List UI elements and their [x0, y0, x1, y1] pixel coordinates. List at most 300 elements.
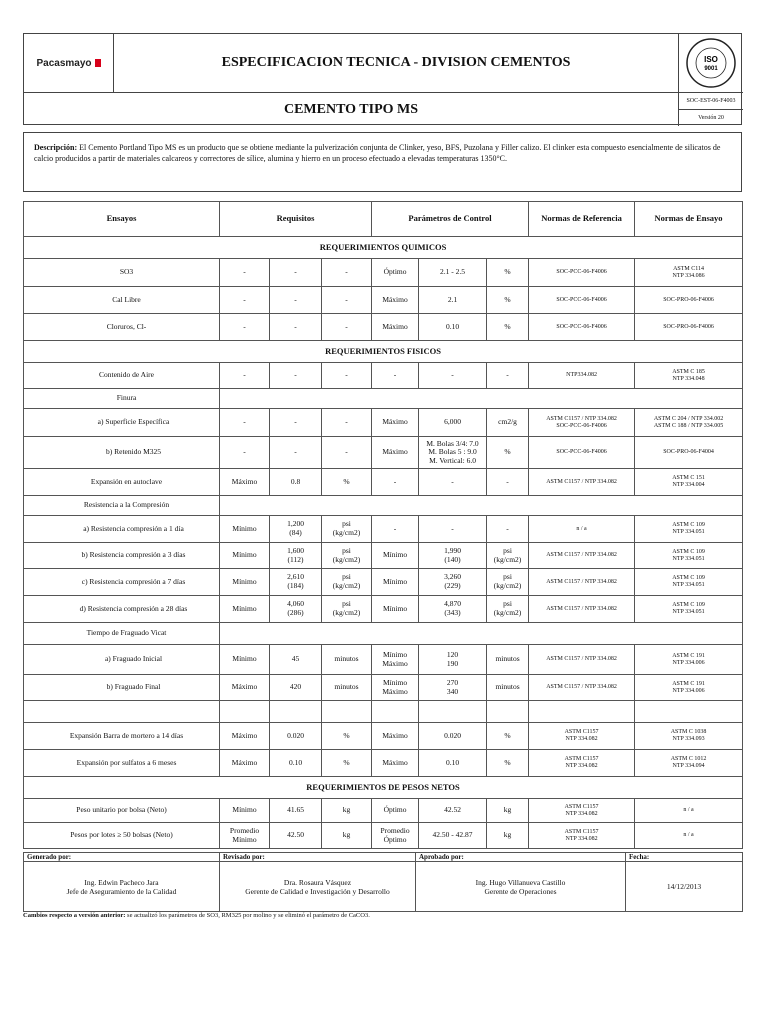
row-superficie-label: a) Superficie Específica: [24, 409, 220, 437]
cell: -: [487, 469, 529, 496]
cell: %: [487, 750, 529, 777]
cell-line: psi: [342, 599, 351, 609]
table-row: [24, 723, 743, 750]
fecha-value: 14/12/2013: [626, 862, 743, 912]
cell: Mínimo: [220, 569, 270, 596]
cell-line: NTP 334.051: [672, 555, 705, 562]
cell: minutos: [487, 645, 529, 675]
cell: %: [322, 723, 372, 750]
cell: 0.10: [419, 750, 487, 777]
cell: -: [372, 469, 419, 496]
cell: [270, 516, 322, 543]
cell-line: ASTM C1157: [564, 803, 599, 810]
cell-line: ASTM C 191: [672, 652, 705, 659]
cell: -: [322, 437, 372, 469]
cell: [529, 409, 635, 437]
cell: [270, 596, 322, 623]
cell: n / a: [635, 823, 743, 849]
table-row: [24, 409, 743, 437]
cell: -: [322, 409, 372, 437]
cell-line: (kg/cm2): [332, 581, 361, 590]
cell-line: Máximo: [382, 658, 408, 668]
cell-line: 120: [446, 649, 459, 659]
cell-line: NTP 334.082: [565, 810, 598, 817]
row-aire-label: Contenido de Aire: [24, 363, 220, 389]
cell: 42.52: [419, 799, 487, 823]
cell: [419, 701, 487, 723]
table-row: [24, 645, 743, 675]
cell: Mínimo: [220, 543, 270, 569]
cell: kg: [487, 823, 529, 849]
cell: 420: [270, 675, 322, 701]
table-row: [24, 389, 743, 409]
cell: kg: [487, 799, 529, 823]
cell: [635, 259, 743, 287]
col-header-normas-referencia: Normas de Referencia: [529, 202, 635, 237]
cell-line: ASTM C 109: [672, 602, 705, 609]
cell-line: psi: [342, 519, 351, 529]
iso-certification-seal: [679, 34, 743, 92]
cell-line: (343): [444, 608, 461, 617]
cell-line: ASTM C 1012: [670, 756, 707, 763]
cell-line: 1,200: [287, 519, 304, 529]
cell: [635, 569, 743, 596]
iso-seal-icon: [685, 37, 737, 89]
description-box: [23, 132, 742, 192]
cell: Máximo: [220, 750, 270, 777]
cell-line: 2,610: [287, 572, 304, 582]
cell: 0.8: [270, 469, 322, 496]
cell: -: [322, 259, 372, 287]
cell-line: 190: [446, 658, 459, 668]
cell: minutos: [322, 675, 372, 701]
changes-label: Cambios respecto a versión anterior:: [23, 912, 126, 919]
row-r1-label: a) Resistencia compresión a 1 día: [24, 516, 220, 543]
cell: Máximo: [220, 469, 270, 496]
cell: [487, 543, 529, 569]
cell: Máximo: [372, 437, 419, 469]
col-header-ensayos: Ensayos: [24, 202, 220, 237]
col-header-parametros: Parámetros de Control: [372, 202, 529, 237]
table-row: [24, 287, 743, 314]
cell: ASTM C1157 / NTP 334.082: [529, 569, 635, 596]
cell-line: M. Bolas 5 : 9.0: [428, 447, 477, 457]
fecha-label: Fecha:: [626, 853, 743, 862]
cell: 42.50: [270, 823, 322, 849]
cell: -: [220, 437, 270, 469]
cell: [635, 596, 743, 623]
cell: [220, 701, 270, 723]
cell: [372, 701, 419, 723]
table-row: [24, 675, 743, 701]
cell: ASTM C1157 / NTP 334.082: [529, 645, 635, 675]
cell-line: NTP 334.082: [565, 736, 598, 742]
cell-line: SOC-PCC-06-F4006: [556, 422, 607, 429]
cell: -: [322, 363, 372, 389]
changes-text: se actualizó los parámetros de SO3, RM325 por molino y se eliminó el parámetro de CaCO3.: [127, 912, 370, 919]
row-r3-label: b) Resistencia compresión a 3 días: [24, 543, 220, 569]
section-fisicos: REQUERIMIENTOS FISICOS: [24, 341, 743, 363]
cell-line: psi: [503, 599, 512, 609]
cell-line: (112): [287, 554, 304, 564]
cell-line: ASTM C1157: [564, 756, 599, 763]
cell-line: psi: [342, 545, 351, 555]
cell-line: (286): [287, 608, 304, 617]
cell: 41.65: [270, 799, 322, 823]
col-header-requisitos: Requisitos: [220, 202, 372, 237]
table-row: [24, 437, 743, 469]
row-autoclave-label: Expansión en autoclave: [24, 469, 220, 496]
cell: Mínimo: [372, 596, 419, 623]
cell: Máximo: [372, 409, 419, 437]
table-row: [24, 701, 743, 723]
cell: 0.10: [270, 750, 322, 777]
cell: -: [270, 437, 322, 469]
logo-mark-icon: [95, 59, 101, 67]
cell: [635, 701, 743, 723]
cell-line: NTP 334.006: [672, 687, 705, 694]
cell-line: Promedio: [380, 825, 410, 835]
cell-line: NTP 334.051: [672, 582, 705, 588]
cell: kg: [322, 823, 372, 849]
cell: -: [270, 287, 322, 314]
cell-line: NTP 334.051: [672, 609, 705, 615]
cell-line: psi: [342, 572, 351, 582]
cell-line: 4,870: [444, 599, 461, 609]
row-finura-label: Finura: [24, 389, 220, 409]
table-row: [24, 799, 743, 823]
generado-label: Generado por:: [24, 853, 220, 862]
cell-line: NTP 334.086: [672, 272, 705, 279]
cell: [635, 723, 743, 750]
table-row: [24, 469, 743, 496]
cell: [635, 409, 743, 437]
document-code: SOC-EST-06-F4003: [679, 92, 743, 109]
cell: Mínimo: [372, 569, 419, 596]
table-row: [24, 623, 743, 645]
cell: [322, 516, 372, 543]
cell-line: ASTM C 109: [672, 575, 705, 582]
table-row: [24, 750, 743, 777]
row-so3-label: SO3: [24, 259, 220, 287]
approval-table: [23, 852, 743, 912]
cell: -: [270, 409, 322, 437]
cell: Mínimo: [220, 645, 270, 675]
cell-line: Mínimo: [382, 677, 408, 687]
cell: [419, 596, 487, 623]
row-r7-label: c) Resistencia compresión a 7 días: [24, 569, 220, 596]
cell-line: ASTM C 109: [672, 548, 705, 555]
cell-line: ASTM C1157 / NTP 334.082: [546, 415, 617, 422]
document-title: ESPECIFICACION TECNICA - DIVISION CEMENTOS: [114, 34, 679, 92]
cell: [419, 645, 487, 675]
row-ff-label: b) Fraguado Final: [24, 675, 220, 701]
cell: 45: [270, 645, 322, 675]
row-cloruros-label: Cloruros, Cl-: [24, 314, 220, 341]
cell: minutos: [322, 645, 372, 675]
cell-line: Óptimo: [383, 834, 407, 844]
cell: n / a: [529, 516, 635, 543]
cell: [322, 569, 372, 596]
cell: Mínimo: [220, 596, 270, 623]
cell: %: [487, 437, 529, 469]
document-header: [23, 33, 742, 125]
cell: Óptimo: [372, 799, 419, 823]
cell: [322, 596, 372, 623]
row-peso-bolsa-label: Peso unitario por bolsa (Neto): [24, 799, 220, 823]
revisado-label: Revisado por:: [220, 853, 416, 862]
cell: -: [419, 363, 487, 389]
cell: [529, 701, 635, 723]
cell-line: NTP 334.006: [672, 659, 705, 666]
table-row: [24, 363, 743, 389]
cell: -: [372, 516, 419, 543]
cell: [419, 569, 487, 596]
section-pesos: REQUERIMIENTOS DE PESOS NETOS: [24, 777, 743, 799]
cell-line: (kg/cm2): [332, 554, 361, 564]
cell: Máximo: [220, 723, 270, 750]
cell: [220, 496, 743, 516]
col-header-normas-ensayo: Normas de Ensayo: [635, 202, 743, 237]
cell: NTP334.082: [529, 363, 635, 389]
document-version: Versión 20: [679, 109, 743, 126]
cell: [635, 675, 743, 701]
cell: %: [487, 723, 529, 750]
cell: [529, 823, 635, 849]
cell-line: M. Bolas 3/4: 7.0: [426, 438, 479, 448]
cell: Máximo: [372, 314, 419, 341]
cell: [487, 596, 529, 623]
changes-note: [23, 912, 370, 919]
generado-cell: [24, 862, 220, 912]
row-cal-label: Cal Libre: [24, 287, 220, 314]
cell: minutos: [487, 675, 529, 701]
row-retenido-label: b) Retenido M325: [24, 437, 220, 469]
revisado-cell: [220, 862, 416, 912]
cell: [419, 437, 487, 469]
cell: [220, 623, 743, 645]
cell-line: Mínimo: [382, 649, 408, 659]
table-row: [24, 823, 743, 849]
cell: Mínimo: [220, 799, 270, 823]
cell: [635, 750, 743, 777]
cell: 42.50 - 42.87: [419, 823, 487, 849]
logo-text: Pacasmayo: [36, 57, 92, 69]
cell: 6,000: [419, 409, 487, 437]
cell: -: [419, 516, 487, 543]
cell: [635, 543, 743, 569]
company-logo: [24, 34, 114, 92]
cell-line: psi: [503, 572, 512, 582]
cell-line: NTP 334.094: [672, 763, 705, 769]
cell: [529, 723, 635, 750]
cell: cm2/g: [487, 409, 529, 437]
cell-line: (140): [444, 554, 461, 564]
cell: -: [322, 287, 372, 314]
cell-line: ASTM C 185: [672, 368, 705, 375]
table-row: [24, 496, 743, 516]
table-row: [24, 569, 743, 596]
cell: [635, 363, 743, 389]
cell: [635, 469, 743, 496]
cell-line: M. Vertical: 6.0: [429, 455, 476, 465]
cell: -: [372, 363, 419, 389]
cell: %: [322, 469, 372, 496]
cell: Mínimo: [220, 516, 270, 543]
cell: [270, 569, 322, 596]
cell-line: ASTM C 109: [672, 522, 705, 529]
cell: [372, 675, 419, 701]
generado-name: Ing. Edwin Pacheco Jara: [84, 877, 159, 887]
revisado-name: Dra. Rosaura Vásquez: [283, 877, 352, 887]
cell: SOC-PCC-06-F4006: [529, 259, 635, 287]
cell: [220, 823, 270, 849]
row-fraguado-label: Tiempo de Fraguado Vicat: [24, 623, 220, 645]
cell: -: [270, 363, 322, 389]
cell: [419, 675, 487, 701]
cell: 0.020: [270, 723, 322, 750]
cell: [322, 701, 372, 723]
cell-line: (229): [444, 581, 461, 590]
iso-number-text: 9001: [704, 66, 718, 72]
row-fi-label: a) Fraguado Inicial: [24, 645, 220, 675]
cell-line: ASTM C 1038: [670, 729, 707, 736]
generado-role: Jefe de Aseguramiento de la Calidad: [66, 886, 177, 896]
table-row: [24, 543, 743, 569]
cell: Mínimo: [372, 543, 419, 569]
cell: [529, 750, 635, 777]
cell-line: Promedio: [229, 825, 260, 835]
table-row: [24, 259, 743, 287]
cell-line: ASTM C 204 / NTP 334.002: [653, 415, 724, 422]
cell: -: [419, 469, 487, 496]
cell-line: NTP 334.093: [672, 736, 705, 742]
cell: 2.1: [419, 287, 487, 314]
cell: ASTM C1157 / NTP 334.082: [529, 596, 635, 623]
cell-line: NTP 334.048: [672, 375, 705, 382]
cell-line: 4,060: [287, 599, 304, 609]
cell: [487, 701, 529, 723]
cell: ASTM C1157 / NTP 334.082: [529, 469, 635, 496]
cell: [270, 701, 322, 723]
table-row: [24, 516, 743, 543]
cell-line: ASTM C114: [673, 265, 705, 272]
cell: -: [487, 516, 529, 543]
cell-line: 340: [446, 686, 459, 696]
cell: Máximo: [372, 723, 419, 750]
cell: SOC-PRO-06-F4004: [635, 437, 743, 469]
cell: 0.020: [419, 723, 487, 750]
cell: 0.10: [419, 314, 487, 341]
iso-badge-text: ISO: [704, 55, 718, 64]
cell: SOC-PRO-06-F4006: [635, 314, 743, 341]
cell: [24, 701, 220, 723]
cell-line: 3,260: [444, 572, 461, 582]
section-quimicos: REQUERIMIENTOS QUIMICOS: [24, 237, 743, 259]
cell-line: (kg/cm2): [493, 608, 522, 617]
cell: SOC-PCC-06-F4006: [529, 287, 635, 314]
cell: -: [270, 314, 322, 341]
cell-line: Máximo: [382, 686, 408, 696]
cell: Máximo: [372, 750, 419, 777]
document-subtitle: CEMENTO TIPO MS: [24, 92, 679, 126]
cell: [529, 799, 635, 823]
cell-line: (84): [289, 528, 302, 537]
cell-line: (kg/cm2): [493, 554, 522, 564]
cell-line: (kg/cm2): [332, 608, 361, 617]
description-text: El Cemento Portland Tipo MS es un producto que se obtiene mediante la pulverización conjunta de Clinker, yeso, BFS, Puzolana y Filler calizo. El clinker esta compuesto esencialmente de silicatos de calcio producidos a partir de materiales calcareos y correctores de sílice, alumina y hierro en un proceso efectuado a elevadas temperaturas 1350°C.: [34, 143, 721, 163]
cell: ASTM C1157 / NTP 334.082: [529, 675, 635, 701]
cell-line: (kg/cm2): [493, 581, 522, 590]
cell: [635, 516, 743, 543]
cell: [270, 543, 322, 569]
aprobado-role: Gerente de Operaciones: [484, 886, 557, 896]
cell: -: [322, 314, 372, 341]
cell-line: ASTM C 191: [672, 680, 705, 687]
row-r28-label: d) Resistencia compresión a 28 días: [24, 596, 220, 623]
aprobado-cell: [416, 862, 626, 912]
cell: %: [322, 750, 372, 777]
row-sulfatos-label: Expansión por sulfatos a 6 meses: [24, 750, 220, 777]
cell-line: ASTM C1157: [564, 828, 599, 835]
row-barra-label: Expansión Barra de mortero a 14 días: [24, 723, 220, 750]
cell: Máximo: [220, 675, 270, 701]
revisado-role: Gerente de Calidad e Investigación y Desarrollo: [245, 886, 390, 896]
cell: %: [487, 314, 529, 341]
cell: [635, 645, 743, 675]
row-peso-lotes-label: Pesos por lotes ≥ 50 bolsas (Neto): [24, 823, 220, 849]
table-row: [24, 314, 743, 341]
cell: [487, 569, 529, 596]
cell-line: NTP 334.004: [672, 482, 705, 488]
cell-line: ASTM C1157: [564, 729, 599, 736]
cell: [419, 543, 487, 569]
specification-table: [23, 201, 743, 849]
cell-line: Mínimo: [232, 834, 257, 844]
cell: Máximo: [372, 287, 419, 314]
cell-line: psi: [503, 545, 512, 555]
cell: -: [220, 314, 270, 341]
cell: SOC-PRO-06-F4006: [635, 287, 743, 314]
cell-line: (kg/cm2): [332, 528, 361, 537]
cell-line: ASTM C 188 / NTP 334.005: [653, 422, 724, 429]
cell: -: [487, 363, 529, 389]
cell: -: [270, 259, 322, 287]
cell: SOC-PCC-06-F4006: [529, 437, 635, 469]
cell: 2.1 - 2.5: [419, 259, 487, 287]
cell: [372, 823, 419, 849]
cell: %: [487, 287, 529, 314]
cell: -: [220, 363, 270, 389]
cell: kg: [322, 799, 372, 823]
cell: ASTM C1157 / NTP 334.082: [529, 543, 635, 569]
cell: [322, 543, 372, 569]
cell-line: ASTM C 151: [672, 475, 705, 482]
cell-line: 270: [446, 677, 459, 687]
cell: n / a: [635, 799, 743, 823]
description-label: Descripción:: [34, 143, 78, 152]
cell-line: 1,600: [287, 545, 304, 555]
row-resistencia-label: Resistencia a la Compresión: [24, 496, 220, 516]
cell: %: [487, 259, 529, 287]
aprobado-name: Ing. Hugo Villanueva Castillo: [475, 877, 566, 887]
cell: Óptimo: [372, 259, 419, 287]
cell-line: (184): [287, 581, 304, 590]
cell-line: 1,990: [444, 545, 461, 555]
cell: [220, 389, 743, 409]
cell: -: [220, 409, 270, 437]
cell-line: NTP 334.082: [565, 835, 598, 842]
